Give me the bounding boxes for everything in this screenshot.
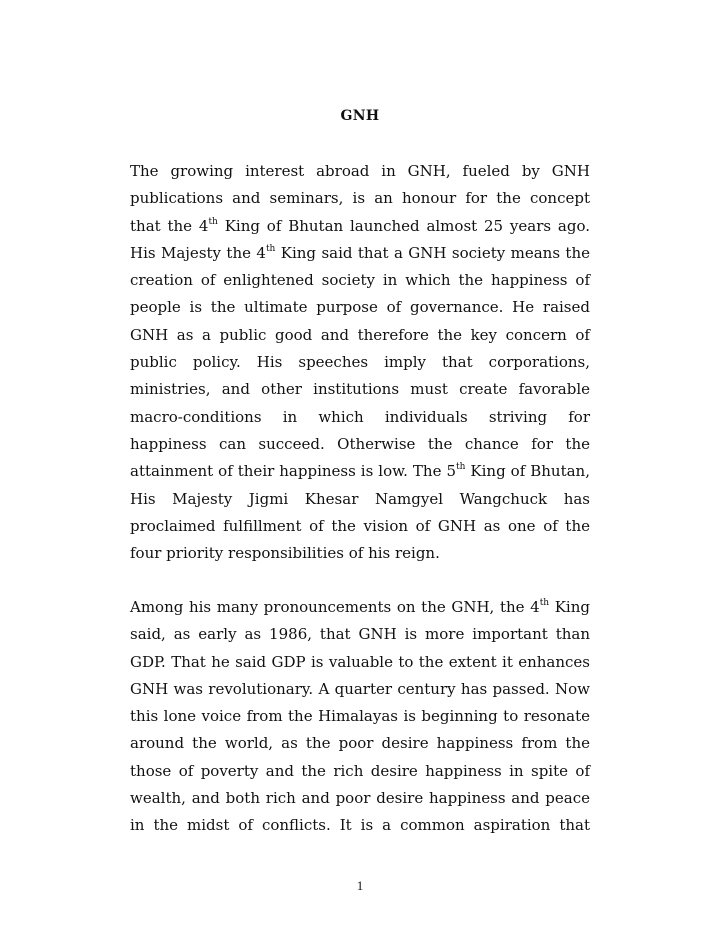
ordinal-suffix: th [539, 598, 550, 608]
ordinal-suffix: th [265, 243, 276, 254]
body-paragraph-1 [130, 158, 590, 567]
text-line: that the 4th King of Bhutan launched almost 25 years ago. [130, 216, 590, 235]
text-line: around the world, as the poor desire happiness from the [130, 734, 590, 753]
text-line: happiness can succeed. Otherwise the chance for the [130, 434, 590, 453]
text-line: His Majesty Jigmi Khesar Namgyel Wangchuck has [130, 489, 590, 508]
text-line: people is the ultimate purpose of governance. He raised [130, 298, 590, 317]
text-line: four priority responsibilities of his reign. [130, 544, 440, 563]
text-line: GDP. That he said GDP is valuable to the extent it enhances [130, 652, 590, 671]
text-line: wealth, and both rich and poor desire happiness and peace [130, 789, 590, 808]
text-line: Among his many pronouncements on the GNH, the 4th King [130, 598, 590, 616]
text-line: said, as early as 1986, that GNH is more important than [130, 625, 590, 644]
text-line: creation of enlightened society in which the happiness of [130, 271, 590, 290]
text-line: attainment of their happiness is low. The 5th King of Bhutan, [130, 462, 590, 481]
text-line: His Majesty the 4th King said that a GNH society means the [130, 243, 590, 262]
body-paragraph-2 [130, 594, 590, 840]
page-number: 1 [356, 878, 364, 893]
text-line: macro-conditions in which individuals striving for [130, 407, 590, 426]
page-title: GNH [340, 108, 380, 124]
text-line: those of poverty and the rich desire happiness in spite of [130, 761, 590, 780]
text-line: public policy. His speeches imply that corporations, [130, 353, 590, 372]
text-line: publications and seminars, is an honour for the concept [130, 189, 590, 208]
text-line: ministries, and other institutions must create favorable [130, 380, 590, 399]
text-line: this lone voice from the Himalayas is beginning to resonate [130, 707, 590, 726]
text-line: GNH was revolutionary. A quarter century has passed. Now [130, 679, 590, 698]
text-line: The growing interest abroad in GNH, fueled by GNH [130, 162, 590, 180]
text-line: proclaimed fulfillment of the vision of GNH as one of the [130, 516, 590, 535]
ordinal-suffix: th [456, 462, 466, 473]
text-line: GNH as a public good and therefore the key concern of [130, 325, 590, 344]
text-line: in the midst of conflicts. It is a common aspiration that [130, 816, 590, 835]
ordinal-suffix: th [208, 216, 218, 227]
